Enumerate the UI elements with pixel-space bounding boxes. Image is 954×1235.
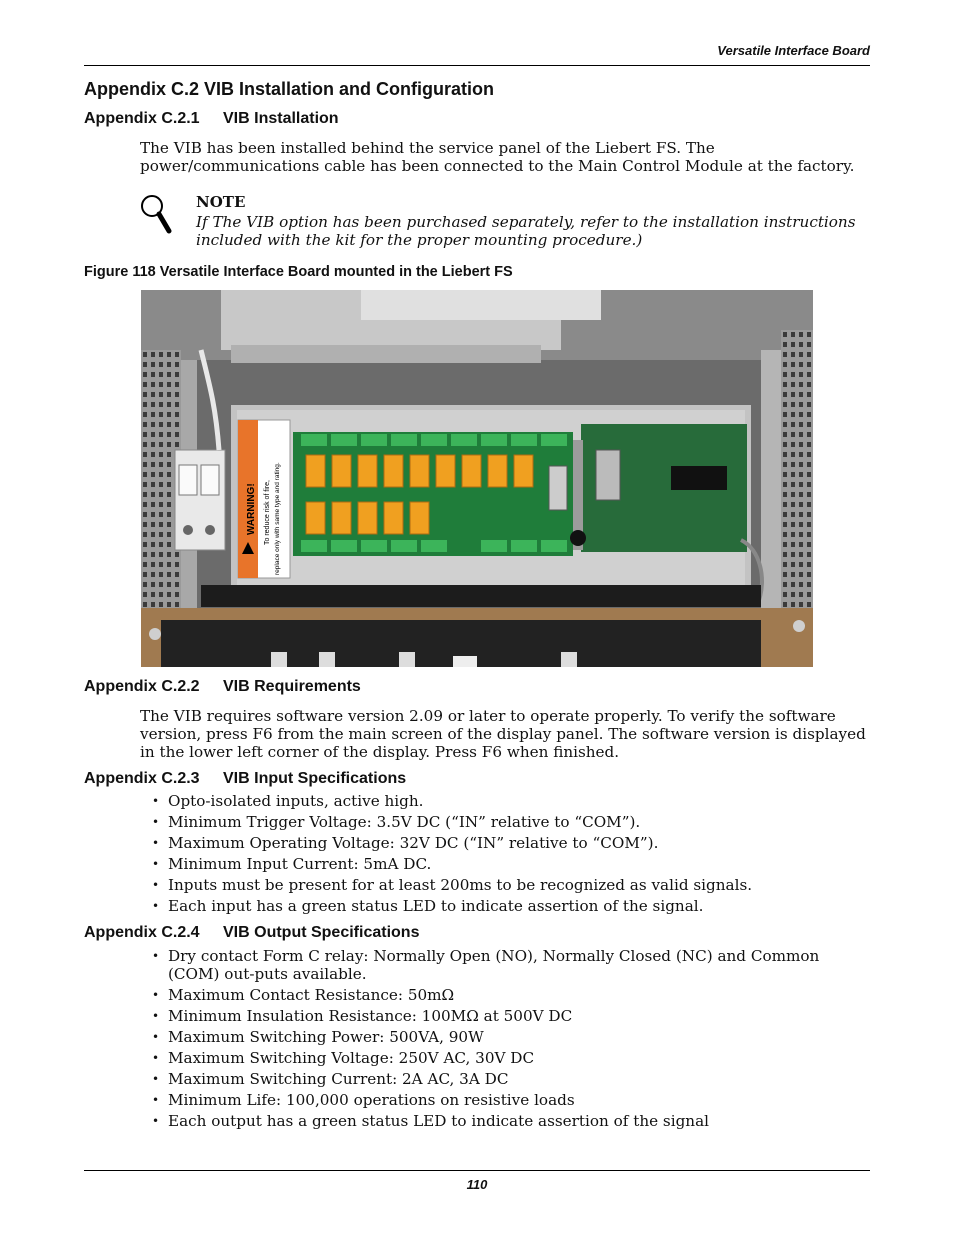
warning-label-title: WARNING! <box>246 483 257 535</box>
list-item: • Minimum Input Current: 5mA DC. <box>150 855 870 873</box>
output-specs-heading-number: Appendix C.2.4 <box>84 924 200 941</box>
output-specs-list <box>150 947 870 1133</box>
installation-heading-title: VIB Installation <box>223 110 339 127</box>
list-item: • Minimum Life: 100,000 operations on resistive loads <box>150 1091 870 1109</box>
warning-label-line-1: To reduce risk of fire, <box>264 480 271 545</box>
footer-rule <box>84 1170 870 1171</box>
figure-caption: Figure 118 Versatile Interface Board mounted in the Liebert FS <box>84 264 513 280</box>
page-number: 110 <box>466 1177 488 1192</box>
vib-photo <box>141 290 813 667</box>
list-item: • Maximum Operating Voltage: 32V DC (“IN” relative to “COM”). <box>150 834 870 852</box>
list-item: • Maximum Switching Current: 2A AC, 3A DC <box>150 1070 870 1088</box>
note-label: NOTE <box>196 193 246 211</box>
note-text: If The VIB option has been purchased separately, refer to the installation instructions included with the kit for the proper mounting procedure.) <box>196 213 856 249</box>
relay-board <box>293 432 573 556</box>
installation-body: The VIB has been installed behind the service panel of the Liebert FS. The power/communications cable has been connected to the Main Control Module at the factory. <box>140 139 855 175</box>
terminal-blocks-top <box>301 434 567 446</box>
terminal-blocks-bottom <box>301 540 567 552</box>
list-item: • Dry contact Form C relay: Normally Open (NO), Normally Closed (NC) and Common (COM) out-puts available. <box>150 947 870 983</box>
list-item: • Maximum Contact Resistance: 50mΩ <box>150 986 870 1004</box>
installation-heading <box>84 110 339 128</box>
input-specs-heading <box>84 770 406 788</box>
input-specs-heading-number: Appendix C.2.3 <box>84 770 200 787</box>
requirements-heading <box>84 678 361 696</box>
installation-heading-number: Appendix C.2.1 <box>84 110 200 127</box>
output-specs-heading-title: VIB Output Specifications <box>223 924 420 941</box>
header-rule <box>84 65 870 66</box>
list-item: • Each input has a green status LED to indicate assertion of the signal. <box>150 897 870 915</box>
requirements-heading-title: VIB Requirements <box>223 678 361 695</box>
relay-row-bottom <box>306 502 429 534</box>
requirements-heading-number: Appendix C.2.2 <box>84 678 200 695</box>
section-heading: Appendix C.2 VIB Installation and Configuration <box>84 79 495 99</box>
list-item: • Minimum Trigger Voltage: 3.5V DC (“IN” relative to “COM”). <box>150 813 870 831</box>
list-item: • Minimum Insulation Resistance: 100MΩ at 500V DC <box>150 1007 870 1025</box>
list-item: • Opto-isolated inputs, active high. <box>150 792 870 810</box>
relay-row-top <box>306 455 533 487</box>
requirements-body: The VIB requires software version 2.09 or later to operate properly. To verify the software version, press F6 from the main screen of the display panel. The software version is displayed in the lower left corner of the display. Press F6 when finished. <box>140 707 866 761</box>
list-item: • Maximum Switching Voltage: 250V AC, 30V DC <box>150 1049 870 1067</box>
output-specs-heading <box>84 924 419 942</box>
vib-photo-illustration <box>141 290 813 667</box>
running-header: Versatile Interface Board <box>717 43 870 58</box>
list-item: • Inputs must be present for at least 200ms to be recognized as valid signals. <box>150 876 870 894</box>
list-item: • Each output has a green status LED to indicate assertion of the signal <box>150 1112 870 1130</box>
list-item: • Maximum Switching Power: 500VA, 90W <box>150 1028 870 1046</box>
input-specs-heading-title: VIB Input Specifications <box>223 770 407 787</box>
magnifier-icon <box>138 193 172 235</box>
warning-label-line-2: replace only with same type and rating. <box>274 462 281 575</box>
input-specs-list <box>150 792 870 918</box>
